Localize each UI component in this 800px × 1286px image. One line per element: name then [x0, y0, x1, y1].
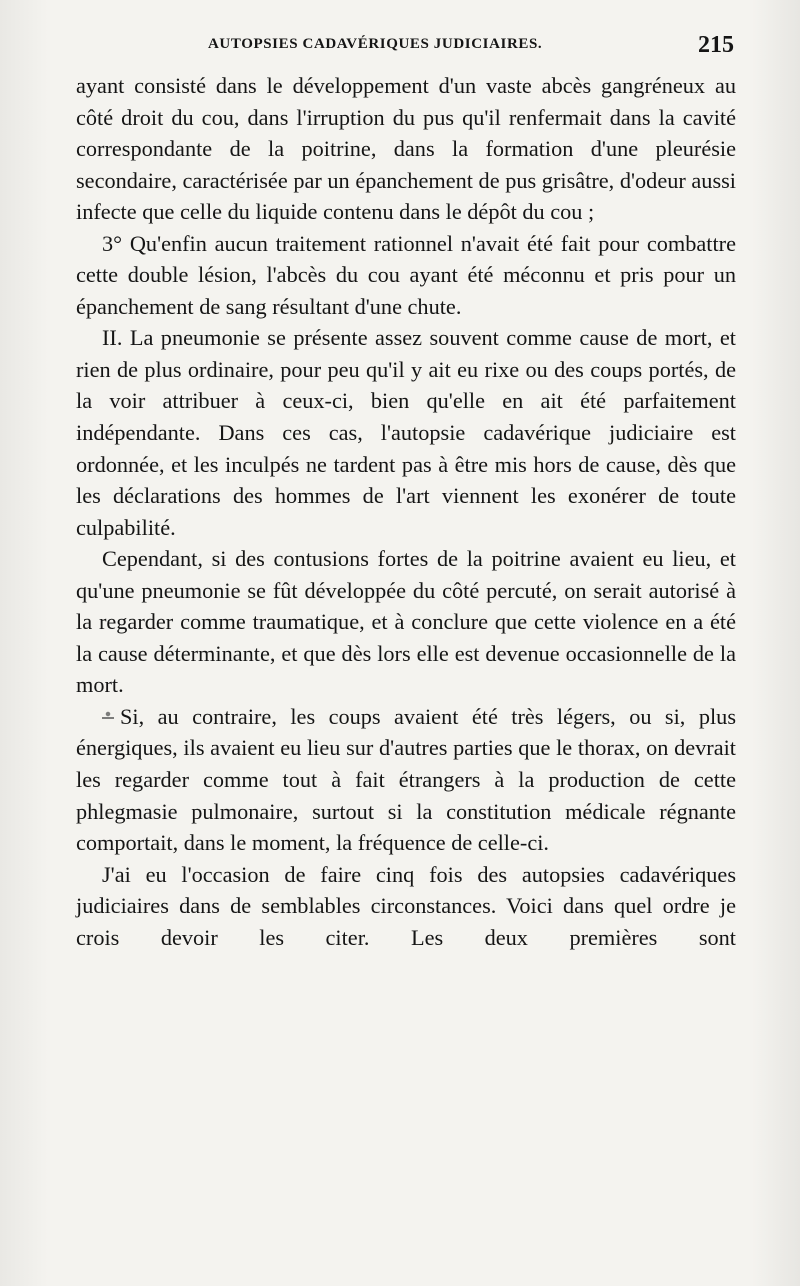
paragraph-3: II. La pneumonie se présente assez souvent comme cause de mort, et rien de plus ordinaire, pour peu qu'il y ait eu rixe ou des coups portés, de la voir attribuer à ceux-ci, bien qu'elle en ait été parfaitement indépendante. Dans ces cas, l'autopsie cadavérique judiciaire est ordonnée, et les inculpés ne tardent pas à être mis hors de cause, dès que les déclarations des hommes de l'art viennent les exonérer de toute culpabilité. [76, 325, 736, 540]
paragraph-1: ayant consisté dans le développement d'un vaste abcès gangréneux au côté droit du cou, dans l'irruption du pus qu'il renfermait dans la cavité correspondante de la poitrine, dans la formation d'une pleurésie secondaire, caractérisée par un épanchement de pus grisâtre, d'odeur aussi infecte que celle du liquide contenu dans le dépôt du cou ; [76, 73, 736, 225]
paragraph-2: 3° Qu'enfin aucun traitement rationnel n'avait été fait pour combattre cette double lésion, l'abcès du cou ayant été méconnu et pris pour un épanchement de sang résultant d'une chute. [76, 230, 736, 319]
running-title: AUTOPSIES CADAVÉRIQUES JUDICIAIRES. [208, 36, 543, 52]
paragraph-4: Cependant, si des contusions fortes de la poitrine avaient eu lieu, et qu'une pneumonie se fût développée du côté percuté, on serait autorisé à la regarder comme traumatique, et à conclure que cette violence en a été la cause déterminante, et que dès lors elle est devenue occasionnelle de la mort. [76, 546, 736, 698]
paragraph-6: J'ai eu l'occasion de faire cinq fois des autopsies cadavériques judiciaires dans de semblables circonstances. Voici dans quel ordre je crois devoir les citer. Les deux premières sont [76, 861, 736, 950]
printer-mark-icon [102, 710, 114, 726]
running-head [74, 34, 734, 62]
paragraph-5 [76, 701, 736, 859]
body-text [76, 70, 736, 953]
paragraph-5-text: Si, au contraire, les coups avaient été très légers, ou si, plus énergiques, ils avaient eu lieu sur d'autres parties que le thorax, on devrait les regarder comme tout à fait étrangers à la production de cette phlegmasie pulmonaire, surtout si la constitution médicale régnante comportait, dans le moment, la fréquence de celle-ci. [76, 703, 736, 856]
page-number: 215 [698, 32, 734, 58]
